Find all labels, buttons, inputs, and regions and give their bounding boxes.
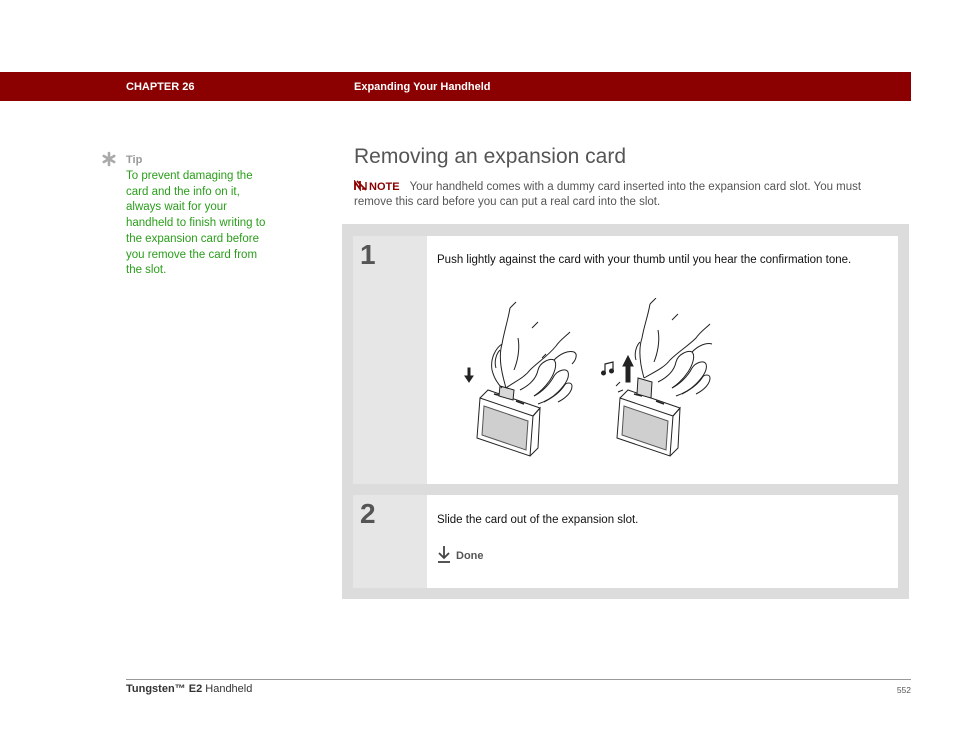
footer-product-suffix: Handheld (202, 683, 253, 695)
page-number: 552 (896, 685, 911, 695)
step-2-card (353, 495, 898, 588)
note-label: NOTE (369, 181, 400, 193)
tip-text: To prevent damaging the card and the info on it, always wait for your handheld to finish writing to the expansion card before you remove the card from the slot. (126, 170, 266, 277)
section-title: Removing an expansion card (354, 145, 626, 168)
step-2-number: 2 (360, 498, 376, 529)
done-arrow-icon (437, 545, 451, 563)
step-1-number-column (353, 236, 427, 484)
chapter-title: Expanding Your Handheld (354, 81, 491, 93)
note-text: Your handheld comes with a dummy card inserted into the expansion card slot. You must remove this card before you can put a real card into the slot. (354, 181, 862, 208)
tip-label: Tip (126, 154, 143, 166)
chapter-header-bar (0, 72, 911, 101)
handheld-left-drawing (465, 302, 576, 456)
note-prohibited-icon (354, 180, 367, 191)
step-1-number: 1 (360, 239, 376, 270)
done-indicator (437, 545, 484, 563)
footer-product (126, 683, 252, 695)
step-1-text: Push lightly against the card with your thumb until you hear the confirmation tone. (437, 254, 852, 266)
handheld-right-drawing (602, 298, 713, 456)
step-1-card (353, 236, 898, 484)
done-label: Done (456, 550, 484, 562)
note-paragraph (354, 180, 899, 210)
step-2-text: Slide the card out of the expansion slot. (437, 514, 639, 526)
chapter-number: CHAPTER 26 (126, 81, 195, 93)
tip-asterisk-icon (101, 151, 117, 167)
step-2-number-column (353, 495, 427, 588)
footer-divider (126, 679, 911, 680)
card-removal-illustration (458, 298, 718, 458)
footer-product-name: Tungsten™ E2 (126, 683, 203, 695)
